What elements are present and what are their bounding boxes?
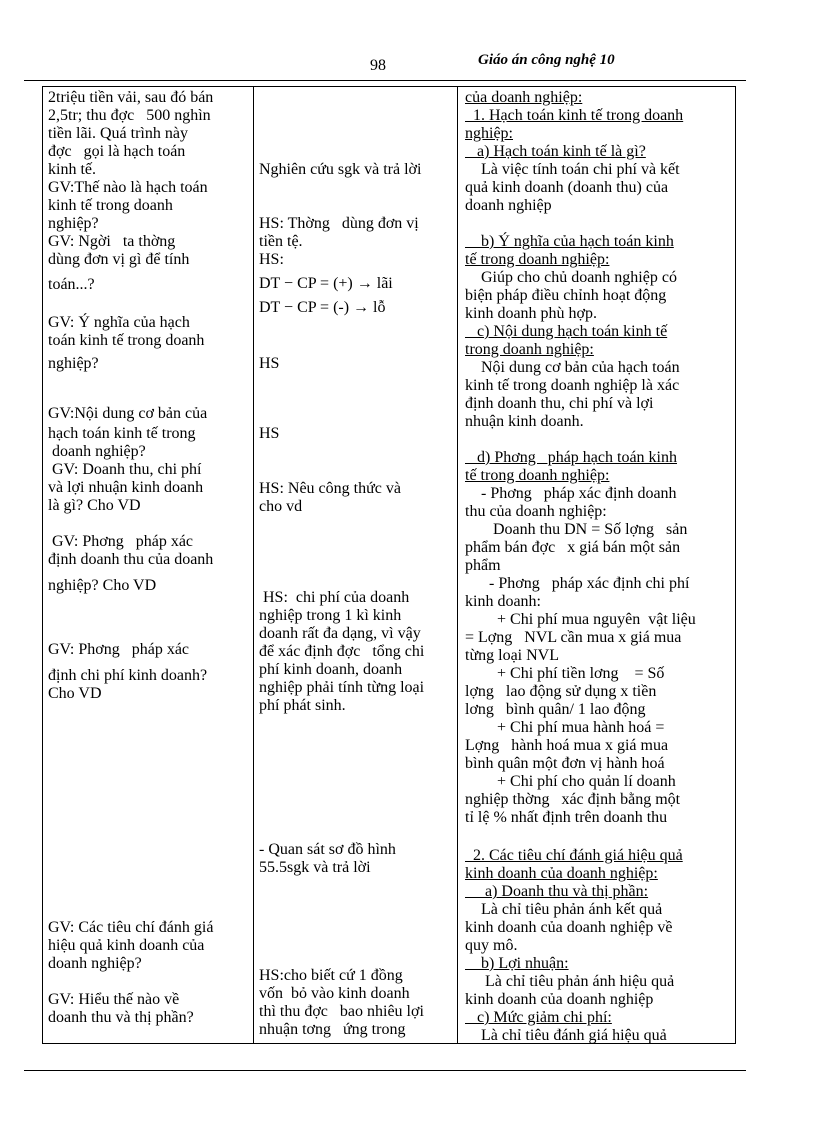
content-line: Là chỉ tiêu đánh giá hiệu quả <box>465 1027 667 1044</box>
teacher-line: tiền lãi. Quá trình này <box>48 125 188 142</box>
teacher-line: doanh thu và thị phần? <box>48 1009 194 1026</box>
teacher-line: Cho VD <box>48 685 102 702</box>
teacher-line: GV:Thế nào là hạch toán <box>48 179 208 196</box>
student-line: HS <box>259 425 280 442</box>
teacher-line: kinh tế trong doanh <box>48 197 173 214</box>
content-line: biện pháp điều chỉnh hoạt động <box>465 287 667 304</box>
teacher-line: nghiệp? Cho VD <box>48 577 157 594</box>
content-line: kinh doanh của doanh nghiệp về <box>465 919 673 936</box>
teacher-line: 2triệu tiền vải, sau đó bán <box>48 89 214 106</box>
content-line: lợng lao động sử dụng x tiền <box>465 683 657 700</box>
content-line: kinh tế trong doanh nghiệp là xác <box>465 377 680 394</box>
content-line: phẩm bán đợc x giá bán một sản <box>465 539 681 556</box>
column-divider-2 <box>457 87 458 1043</box>
student-line: HS: Thờng dùng đơn vị <box>259 215 419 232</box>
teacher-line: toán kinh tế trong doanh <box>48 332 205 349</box>
content-line: từng loại NVL <box>465 647 559 664</box>
teacher-line: GV: Phơng pháp xác <box>48 641 190 658</box>
content-line: bình quân một đơn vị hành hoá <box>465 755 665 772</box>
student-line: phí phát sinh. <box>259 697 346 714</box>
student-line: cho vd <box>259 498 303 515</box>
teacher-line: GV: Ngời ta thờng <box>48 233 176 250</box>
student-line: HS: chi phí của doanh <box>259 589 410 606</box>
content-line: kinh doanh của doanh nghiệp <box>465 991 654 1008</box>
content-line: tế trong doanh nghiệp: <box>465 251 610 268</box>
content-line: 2. Các tiêu chí đánh giá hiệu quả <box>465 847 683 864</box>
teacher-line: GV:Nội dung cơ bản của <box>48 405 208 422</box>
student-line: DT − CP = (-) → lỗ <box>259 299 386 316</box>
student-line: để xác định đợc tổng chi <box>259 643 425 660</box>
lesson-table <box>42 86 736 1044</box>
content-line: c) Nội dung hạch toán kinh tế <box>465 323 668 340</box>
content-line: Là chỉ tiêu phản ánh hiệu quả <box>465 973 675 990</box>
content-line: Nội dung cơ bản của hạch toán <box>465 359 680 376</box>
teacher-line: dùng đơn vị gì để tính <box>48 251 190 268</box>
content-line: doanh nghiệp <box>465 197 552 214</box>
content-line: nhuận kinh doanh. <box>465 413 584 430</box>
content-line: + Chi phí cho quản lí doanh <box>465 773 676 790</box>
content-line: + Chi phí mua hành hoá = <box>465 719 665 736</box>
content-line: quy mô. <box>465 937 518 954</box>
teacher-line: nghiệp? <box>48 215 99 232</box>
content-line: d) Phơng pháp hạch toán kinh <box>465 449 677 466</box>
teacher-line: kinh tế. <box>48 161 96 178</box>
content-line: kinh doanh: <box>465 593 541 610</box>
content-line: Là việc tính toán chi phí và kết <box>465 161 680 178</box>
student-line: HS: <box>259 251 284 268</box>
teacher-line: hạch toán kinh tế trong <box>48 425 196 442</box>
student-line: nhuận tơng ứng trong <box>259 1021 406 1038</box>
content-line: trong doanh nghiệp: <box>465 341 594 358</box>
content-line: b) Lợi nhuận: <box>465 955 569 972</box>
content-line: = Lợng NVL cần mua x giá mua <box>465 629 682 646</box>
content-line: thu của doanh nghiệp: <box>465 503 607 520</box>
teacher-line: toán...? <box>48 276 95 293</box>
content-line: + Chi phí tiền lơng = Số <box>465 665 665 682</box>
content-line: tỉ lệ % nhất định trên doanh thu <box>465 809 668 826</box>
student-line: vốn bỏ vào kinh doanh <box>259 985 410 1002</box>
student-line: HS <box>259 355 280 372</box>
document-title: Giáo án công nghệ 10 <box>478 52 615 68</box>
teacher-line: GV: Hiểu thế nào về <box>48 991 180 1008</box>
student-line: HS:cho biết cứ 1 đồng <box>259 967 403 984</box>
student-line: - Quan sát sơ đồ hình <box>259 841 396 858</box>
content-line: nghiệp: <box>465 125 513 142</box>
content-line: của doanh nghiệp: <box>465 89 583 106</box>
content-line: Doanh thu DN = Số lợng sản <box>465 521 688 538</box>
teacher-line: doanh nghiệp? <box>48 443 146 460</box>
content-line: Lợng hành hoá mua x giá mua <box>465 737 669 754</box>
content-line: Giúp cho chủ doanh nghiệp có <box>465 269 677 286</box>
content-line: + Chi phí mua nguyên vật liệu <box>465 611 696 628</box>
content-line: lơng bình quân/ 1 lao động <box>465 701 646 718</box>
content-line: b) Ý nghĩa của hạch toán kinh <box>465 233 674 250</box>
content-line: kinh doanh phù hợp. <box>465 305 598 322</box>
teacher-line: là gì? Cho VD <box>48 497 141 514</box>
content-line: định doanh thu, chi phí và lợi <box>465 395 654 412</box>
teacher-line: GV: Các tiêu chí đánh giá <box>48 919 214 936</box>
column-divider-1 <box>253 87 254 1043</box>
student-line: phí kinh doanh, doanh <box>259 661 403 678</box>
content-line: 1. Hạch toán kinh tế trong doanh <box>465 107 684 124</box>
student-line: doanh rất đa dạng, vì vậy <box>259 625 421 642</box>
teacher-line: nghiệp? <box>48 355 99 372</box>
teacher-line: GV: Phơng pháp xác <box>48 533 194 550</box>
teacher-line: 2,5tr; thu đợc 500 nghìn <box>48 107 211 124</box>
student-line: thì thu đợc bao nhiêu lợi <box>259 1003 424 1020</box>
header-rule <box>24 80 746 81</box>
student-line: HS: Nêu công thức và <box>259 480 401 497</box>
content-line: a) Hạch toán kinh tế là gì? <box>465 143 646 160</box>
content-line: - Phơng pháp xác định doanh <box>465 485 677 502</box>
teacher-line: GV: Ý nghĩa của hạch <box>48 314 190 331</box>
content-line: tế trong doanh nghiệp: <box>465 467 610 484</box>
content-line: - Phơng pháp xác định chi phí <box>465 575 690 592</box>
content-line: Là chỉ tiêu phản ánh kết quả <box>465 901 663 918</box>
student-line: nghiệp phải tính từng loại <box>259 679 425 696</box>
teacher-line: hiệu quả kinh doanh của <box>48 937 205 954</box>
teacher-line: định doanh thu của doanh <box>48 551 214 568</box>
teacher-line: và lợi nhuận kinh doanh <box>48 479 204 496</box>
content-line: phẩm <box>465 557 501 574</box>
student-line: 55.5sgk và trả lời <box>259 859 371 876</box>
content-line: quả kinh doanh (doanh thu) của <box>465 179 669 196</box>
content-line: nghiệp thờng xác định bằng một <box>465 791 681 808</box>
teacher-line: doanh nghiệp? <box>48 955 142 972</box>
student-line: DT − CP = (+) → lãi <box>259 275 393 292</box>
student-line: Nghiên cứu sgk và trả lời <box>259 161 422 178</box>
teacher-line: GV: Doanh thu, chi phí <box>48 461 202 478</box>
content-line: kinh doanh của doanh nghiệp: <box>465 865 658 882</box>
teacher-line: đợc gọi là hạch toán <box>48 143 186 160</box>
student-line: nghiệp trong 1 kì kinh <box>259 607 402 624</box>
content-line: c) Mức giảm chi phí: <box>465 1009 612 1026</box>
student-line: tiền tệ. <box>259 233 303 250</box>
content-line: a) Doanh thu và thị phần: <box>465 883 649 900</box>
page-number: 98 <box>370 57 386 74</box>
teacher-line: định chi phí kinh doanh? <box>48 667 208 684</box>
footer-rule <box>24 1070 746 1071</box>
